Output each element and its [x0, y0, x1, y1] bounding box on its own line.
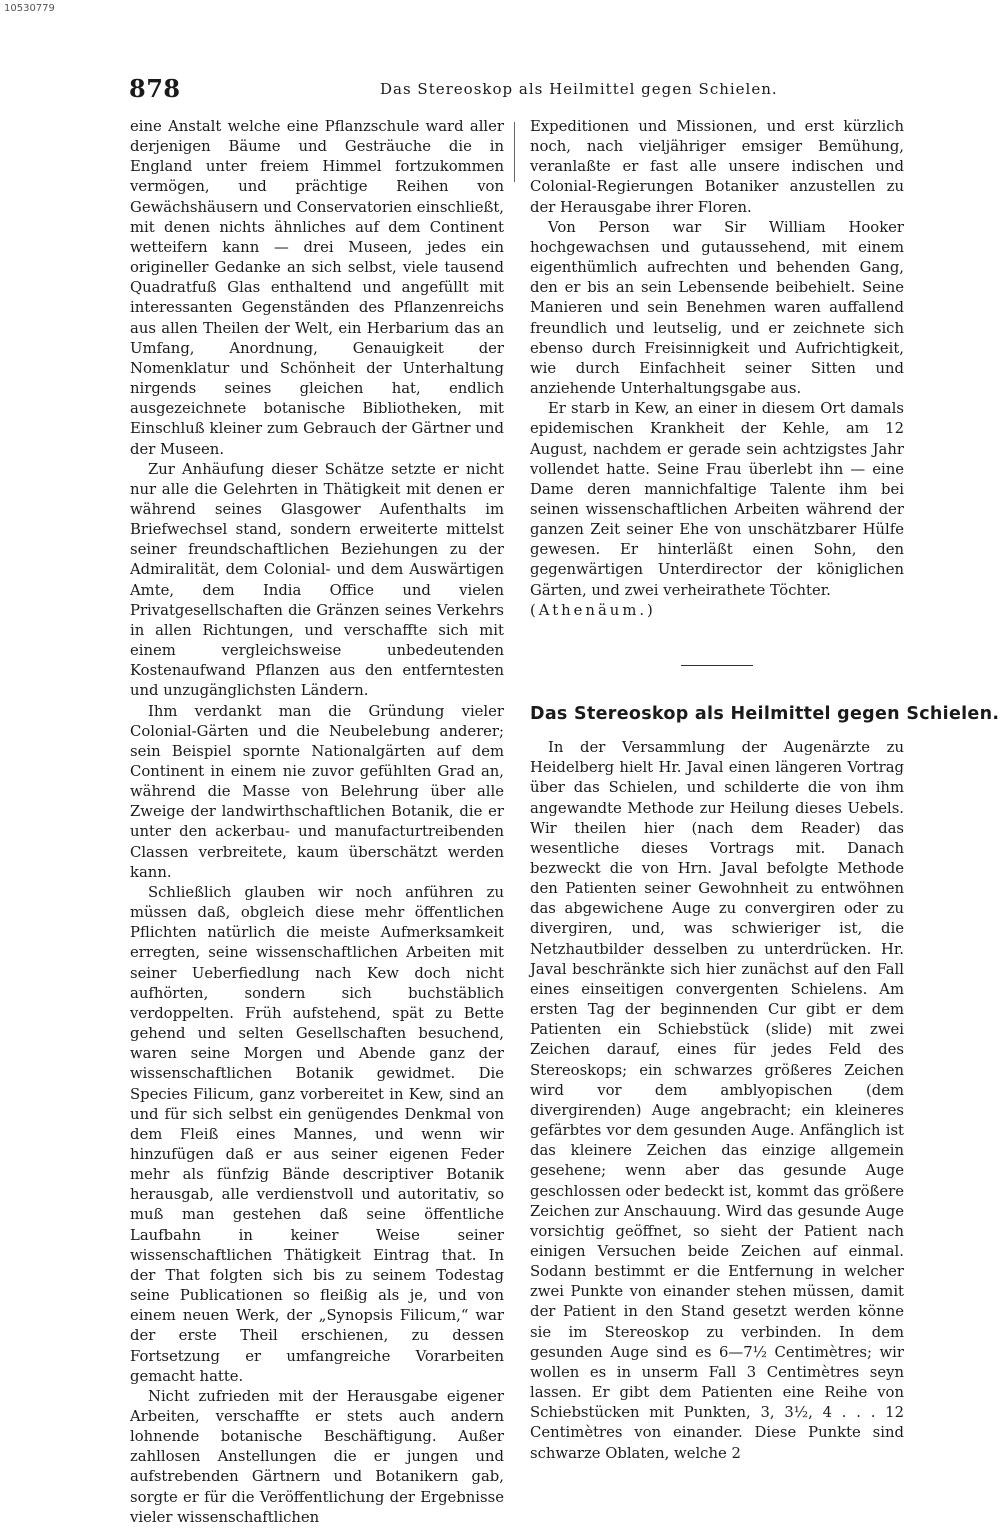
page-number: 878 — [129, 74, 181, 103]
paragraph: Nicht zufrieden mit der Herausgabe eigener Arbeiten, verschaffte er stets auch andern lohnende botanische Beschäftigung. Außer zahllosen Anstellungen die er jungen und aufstrebenden Gärtnern und Botanikern gab, sorgte er für die Veröffentlichung der Ergebnisse vieler wissenschaftlichen — [130, 1387, 504, 1526]
scan-id: 10530779 — [4, 3, 55, 14]
paragraph: Zur Anhäufung dieser Schätze setzte er nicht nur alle die Gelehrten in Thätigkeit mit denen er während seines Glasgower Aufenthalts im Briefwechsel stand, sondern erweiterte mittelst seiner freundschaftlichen Beziehungen zu der Admiralität, dem Colonial- und dem Auswärtigen Amte, dem India Office und vielen Privatgesellschaften die Gränzen seines Verkehrs in allen Richtungen, und verschaffte sich mit einem vergleichsweise unbedeutenden Kostenaufwand Pflanzen aus den entferntesten und unzugänglichsten Ländern. — [130, 460, 504, 700]
source-note: (Athenäum.) — [530, 601, 656, 619]
paragraph: In der Versammlung der Augenärzte zu Heidelberg hielt Hr. Javal einen längeren Vortrag über das Schielen, und schilderte die von ihm angewandte Methode zur Heilung dieses Uebels. Wir theilen hier (nach dem Reader) das wesentliche dieses Vortrags mit. Danach bezweckt die von Hrn. Javal befolgte Methode den Patienten seiner Gewohnheit zu entwöhnen das abgewichene Auge zu convergiren oder zu divergiren, und, was schwieriger ist, die Netzhautbilder desselben zu unterdrücken. Hr. Javal beschränkte sich hier zunächst auf den Fall eines einseitigen convergenten Schielens. Am ersten Tag der beginnenden Cur gibt er dem Patienten ein Schiebstück (slide) mit zwei Zeichen darauf, eines für jedes Feld des Stereoskops; ein schwarzes größeres Zeichen wird vor dem amblyopischen (dem divergirenden) Auge angebracht; ein kleineres gefärbtes vor dem gesunden Auge. Anfänglich ist das kleinere Zeichen das einzige allgemein gesehene; wenn aber das gesunde Auge geschlossen oder bedeckt ist, kommt das größere Zeichen zur Anschauung. Wird das gesunde Auge vorsichtig geöffnet, so sieht der Patient nach einigen Versuchen beide Zeichen auf einmal. Sodann bestimmt er die Entfernung in welcher zwei Punkte von einander stehen müssen, damit der Patient in den Stand gesetzt werden könne sie im Stereoskop zu verbinden. In dem gesunden Auge sind es 6—7½ Centimètres; wir wollen es in unserm Fall 3 Centimètres seyn lassen. Er gibt dem Patienten eine Reihe von Schiebstücken mit Punkten, 3, 3½, 4 . . . 12 Centimètres von einander. Diese Punkte sind schwarze Oblaten, welche 2 — [530, 739, 904, 1462]
paragraph: Schließlich glauben wir noch anführen zu müssen daß, obgleich diese mehr öffentlichen Pflichten natürlich die meiste Aufmerksamkeit erregten, seine wissenschaftlichen Arbeiten mit seiner Ueberfiedlung nach Kew doch nicht aufhörten, sondern sich buchstäblich verdoppelten. Früh aufstehend, spät zu Bette gehend und selten Gesellschaften besuchend, waren seine Morgen und Abende ganz der wissenschaftlichen Botanik gewidmet. Die Species Filicum, ganz vorbereitet in Kew, sind an und für sich selbst ein genügendes Denkmal von dem Fleiß eines Mannes, und wenn wir hinzufügen daß er aus seiner eigenen Feder mehr als fünfzig Bände descriptiver Botanik herausgab, alle verdienstvoll und autoritativ, so muß man gestehen daß seine öffentliche Laufbahn in keiner Weise seiner wissenschaftlichen Thätigkeit Eintrag that. In der That folgten sich bis zu seinem Todestag seine Publicationen so fleißig als je, und von einem neuen Werk, der „Synopsis Filicum,“ war der erste Theil erschienen, zu dessen Fortsetzung er umfangreiche Vorarbeiten gemacht hatte. — [130, 883, 504, 1385]
left-column — [130, 117, 504, 1528]
section-title: Das Stereoskop als Heilmittel gegen Schielen. — [530, 703, 1000, 724]
paragraph: eine Anstalt welche eine Pflanzschule ward aller derjenigen Bäume und Gesträuche die in England unter freiem Himmel fortzukommen vermögen, und prächtige Reihen von Gewächshäusern und Conservatorien einschließt, mit denen nichts ähnliches auf dem Continent wetteifern kann — drei Museen, jedes ein origineller Gedanke an sich selbst, viele tausend Quadratfuß Glas enthaltend und angefüllt mit interessanten Gegenständen des Pflanzenreichs aus allen Theilen der Welt, ein Herbarium das an Umfang, Anordnung, Genauigkeit der Nomenklatur und Schönheit der Unterhaltung nirgends seines gleichen hat, endlich ausgezeichnete botanische Bibliotheken, mit Einschluß kleiner zum Gebrauch der Gärtner und der Museen. — [130, 118, 504, 458]
paragraph: Ihm verdankt man die Gründung vieler Colonial-Gärten und die Neubelebung anderer; sein Beispiel spornte Nationalgärten auf dem Continent in einem nie zuvor gefühlten Grad an, während die Masse von Belehrung über alle Zweige der landwirthschaftlichen Botanik, die er unter den ackerbau- und manufacturtreibenden Classen verbreitete, kaum überschätzt werden kann. — [130, 702, 504, 881]
paragraph: Expeditionen und Missionen, und erst kürzlich noch, nach vieljähriger emsiger Bemühung, veranlaßte er fast alle unsere indischen und Colonial-Regierungen Botaniker anzustellen zu der Herausgabe ihrer Floren. — [530, 118, 904, 216]
column-rule — [514, 122, 515, 182]
section-divider — [681, 665, 753, 666]
running-head: Das Stereoskop als Heilmittel gegen Schielen. — [380, 80, 778, 98]
paragraph: Von Person war Sir William Hooker hochgewachsen und gutaussehend, mit einem eigenthümlich aufrechten und behenden Gang, den er bis an sein Lebensende beibehielt. Seine Manieren und sein Benehmen waren auffallend freundlich und leutselig, und er zeichnete sich ebenso durch Freisinnigkeit und Aufrichtigkeit, wie durch Einfachheit seiner Sitten und anziehende Unterhaltungsgabe aus. — [530, 218, 904, 398]
paragraph: Er starb in Kew, an einer in diesem Ort damals epidemischen Krankheit der Kehle, am 12 August, nachdem er gerade sein achtzigstes Jahr vollendet hatte. Seine Frau überlebt ihn — eine Dame deren mannichfaltige Talente ihm bei seinen wissenschaftlichen Arbeiten während der ganzen Zeit seiner Ehe von unschätzbarer Hülfe gewesen. Er hinterläßt einen Sohn, den gegenwärtigen Unterdirector der königlichen Gärten, und zwei verheirathete Töchter. — [530, 400, 904, 599]
right-column — [530, 117, 1000, 1464]
